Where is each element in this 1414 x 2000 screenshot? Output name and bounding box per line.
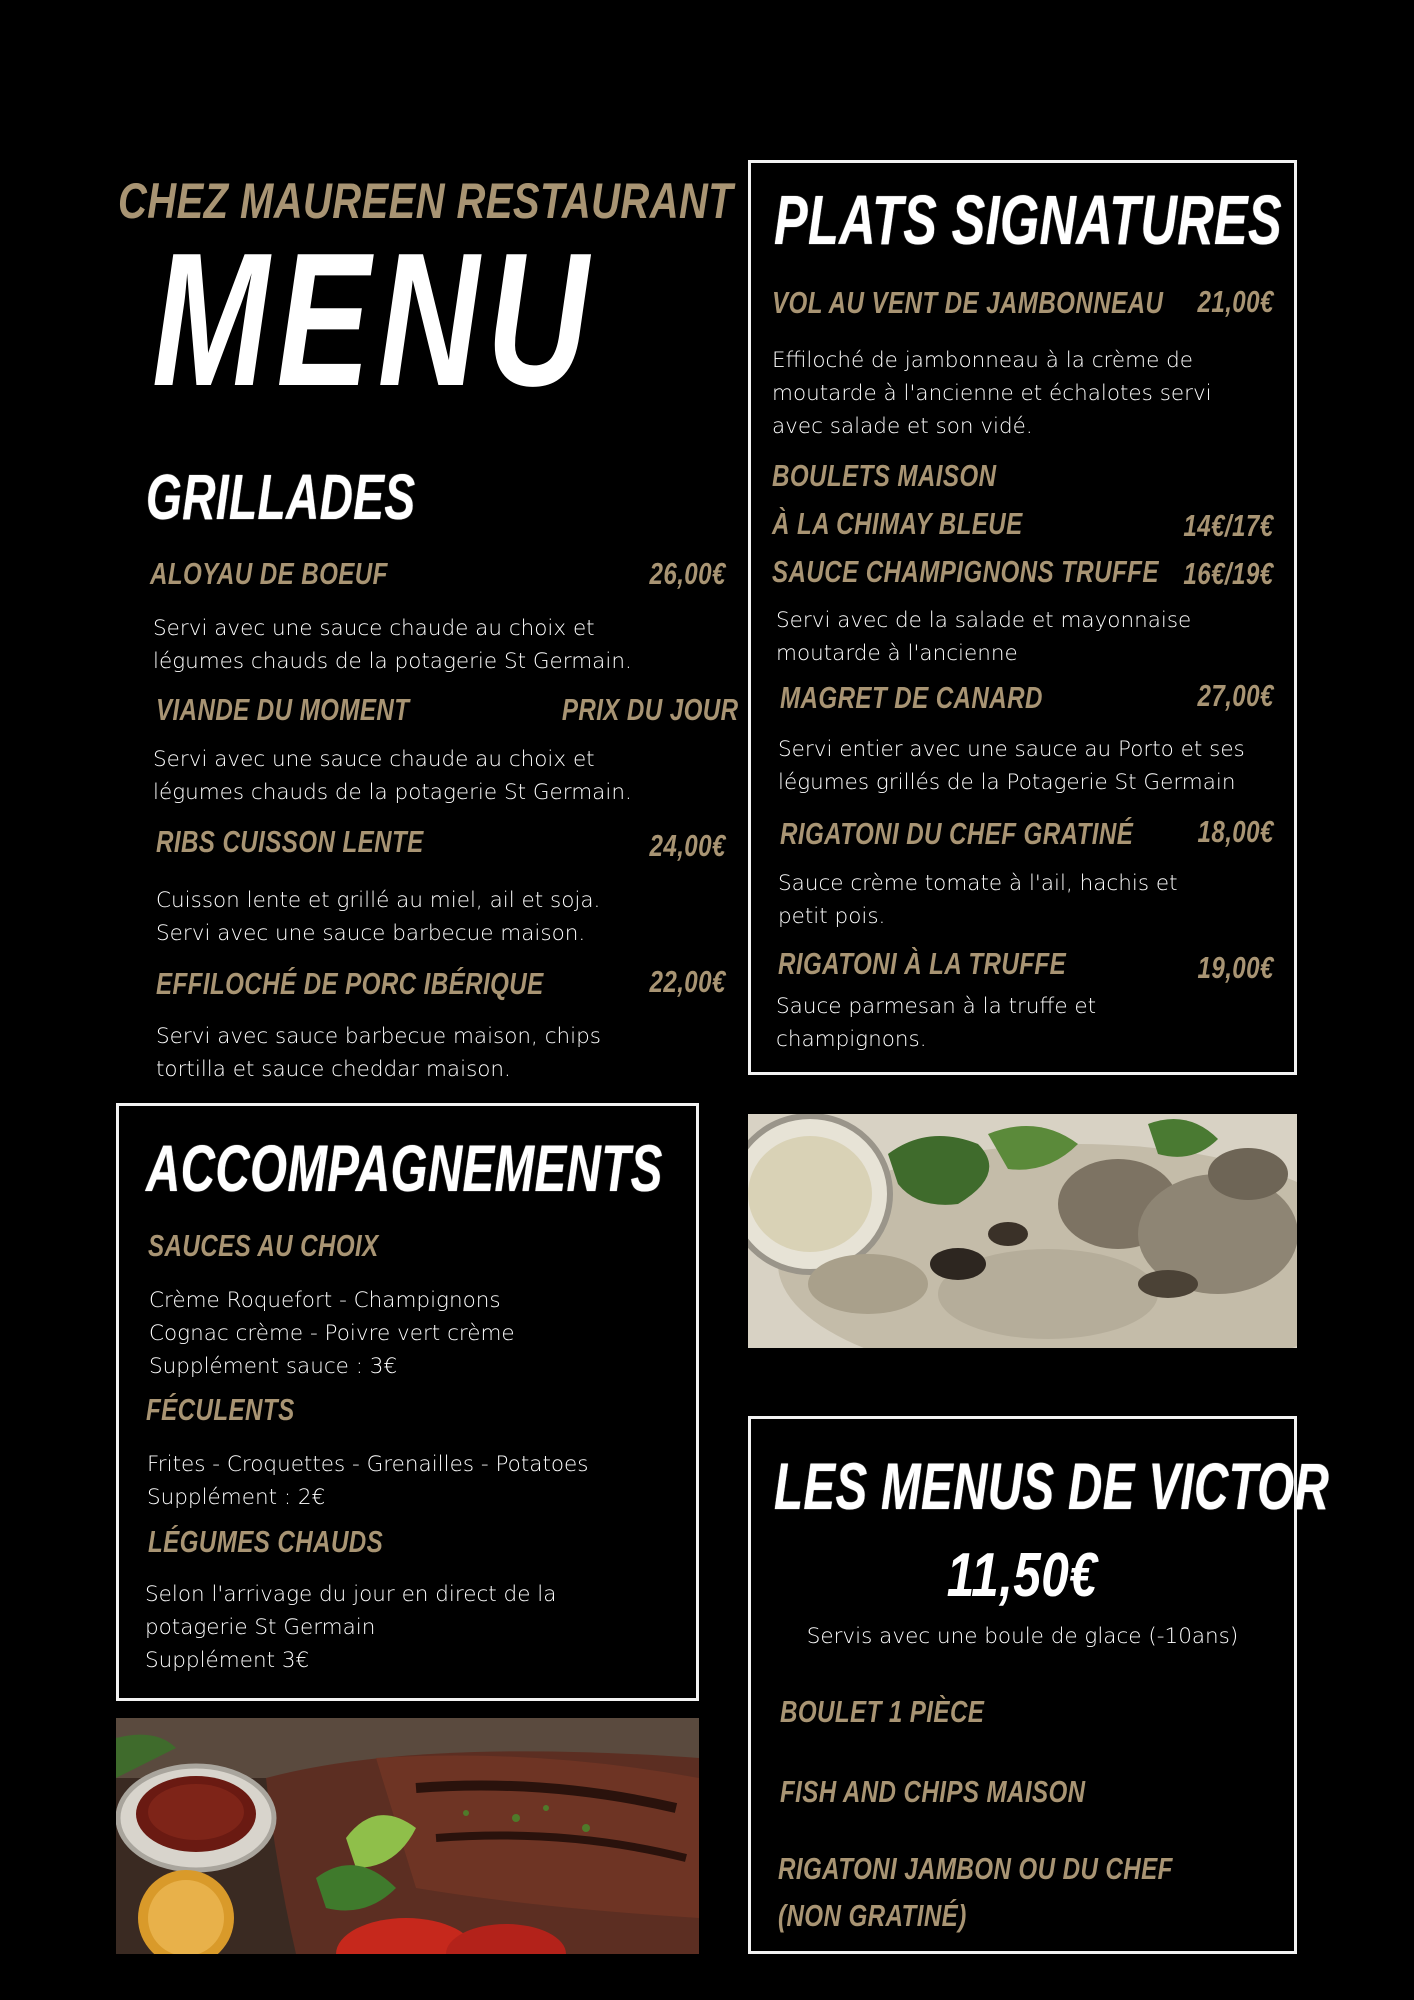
feculents-name: FÉCULENTS	[146, 1392, 295, 1427]
magret-price: 27,00€	[1197, 678, 1274, 713]
grillades-title: GRILLADES	[146, 461, 416, 533]
aloyau-desc: Servi avec une sauce chaude au choix et légumes chauds de la potagerie St Germain.	[153, 616, 632, 674]
rigatoni-chef-name: RIGATONI DU CHEF GRATINÉ	[780, 816, 1134, 851]
rigatoni-truffe-desc: Sauce parmesan à la truffe et champignons.	[776, 994, 1097, 1052]
victor-item-boulet: BOULET 1 PIÈCE	[780, 1694, 985, 1729]
effiloche-desc: Servi avec sauce barbecue maison, chips tortilla et sauce cheddar maison.	[156, 1024, 601, 1082]
viande-desc: Servi avec une sauce chaude au choix et légumes chauds de la potagerie St Germain.	[153, 747, 632, 805]
aloyau-price: 26,00€	[649, 556, 726, 591]
boulets-name: BOULETS MAISON	[772, 458, 997, 493]
legumes-name: LÉGUMES CHAUDS	[148, 1524, 384, 1559]
rigatoni-chef-desc: Sauce crème tomate à l'ail, hachis et petit pois.	[778, 871, 1178, 929]
feculents-list: Frites - Croquettes - Grenailles - Potatoes Supplément : 2€	[147, 1452, 589, 1510]
boulets-line1: À LA CHIMAY BLEUE	[772, 506, 1023, 541]
signatures-title: PLATS SIGNATURES	[774, 181, 1282, 259]
mushroom-dish-illustration	[748, 1114, 1297, 1348]
boulets-line2: SAUCE CHAMPIGNONS TRUFFE	[772, 554, 1159, 589]
mushroom-dish-photo	[748, 1114, 1297, 1348]
viande-price: PRIX DU JOUR	[561, 692, 738, 727]
rigatoni-truffe-price: 19,00€	[1197, 950, 1274, 985]
boulets-price2: 16€/19€	[1183, 556, 1274, 591]
accompagnements-title: ACCOMPAGNEMENTS	[146, 1131, 663, 1205]
victor-price: 11,50€	[947, 1541, 1098, 1610]
legumes-list: Selon l'arrivage du jour en direct de la potagerie St Germain Supplément 3€	[145, 1582, 557, 1673]
effiloche-price: 22,00€	[649, 964, 726, 999]
menu-title: MENU	[152, 214, 596, 426]
victor-item-fish: FISH AND CHIPS MAISON	[780, 1774, 1086, 1809]
victor-title: LES MENUS DE VICTOR	[774, 1449, 1330, 1523]
ribs-photo	[116, 1718, 699, 1954]
ribs-desc: Cuisson lente et grillé au miel, ail et soja. Servi avec une sauce barbecue maison.	[156, 888, 601, 946]
rigatoni-truffe-name: RIGATONI À LA TRUFFE	[778, 946, 1067, 981]
boulets-desc: Servi avec de la salade et mayonnaise moutarde à l'ancienne	[776, 608, 1192, 666]
victor-item-rigatoni-note: (NON GRATINÉ)	[778, 1898, 967, 1933]
effiloche-name: EFFILOCHÉ DE PORC IBÉRIQUE	[156, 966, 544, 1001]
magret-name: MAGRET DE CANARD	[780, 680, 1043, 715]
restaurant-name: CHEZ MAUREEN RESTAURANT	[118, 173, 734, 229]
sauces-list: Crème Roquefort - Champignons Cognac crème - Poivre vert crème Supplément sauce : 3€	[149, 1288, 515, 1379]
aloyau-name: ALOYAU DE BOEUF	[150, 556, 388, 591]
ribs-name: RIBS CUISSON LENTE	[156, 824, 424, 859]
sauces-name: SAUCES AU CHOIX	[148, 1228, 379, 1263]
vol-price: 21,00€	[1197, 284, 1274, 319]
vol-name: VOL AU VENT DE JAMBONNEAU	[772, 285, 1164, 320]
ribs-price: 24,00€	[649, 828, 726, 863]
victor-item-rigatoni: RIGATONI JAMBON OU DU CHEF	[778, 1851, 1173, 1886]
rigatoni-chef-price: 18,00€	[1197, 814, 1274, 849]
vol-desc: Effiloché de jambonneau à la crème de moutarde à l'ancienne et échalotes servi avec salade et son vidé.	[772, 348, 1212, 439]
viande-name: VIANDE DU MOMENT	[156, 692, 410, 727]
boulets-price1: 14€/17€	[1183, 508, 1274, 543]
magret-desc: Servi entier avec une sauce au Porto et ses légumes grillés de la Potagerie St Germain	[778, 737, 1245, 795]
ribs-illustration	[116, 1718, 699, 1954]
victor-note: Servis avec une boule de glace (-10ans)	[806, 1624, 1239, 1649]
